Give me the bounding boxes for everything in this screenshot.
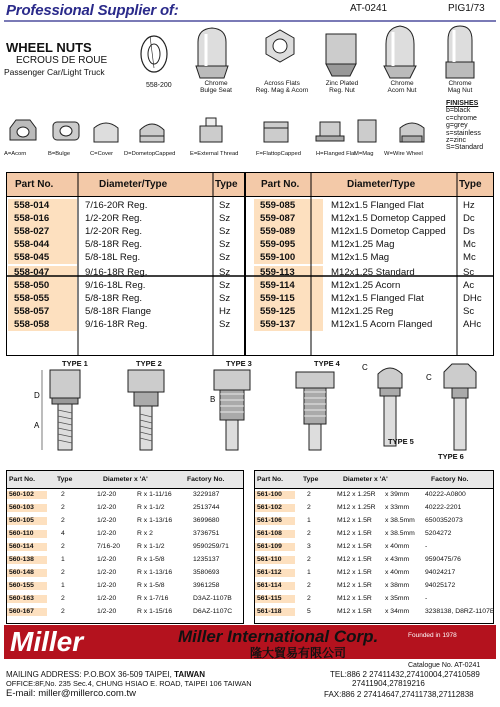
dim-letter-a: A xyxy=(34,421,40,430)
finishes-legend xyxy=(446,100,483,152)
factory-number: 6500352073 xyxy=(425,517,463,525)
header-diameter-type: Diameter/Type xyxy=(347,179,416,190)
header-diameter: Diameter x 'A' xyxy=(343,476,388,483)
diameter-cell: 1/2-20 xyxy=(97,582,117,590)
diameter-type: 5/8-18R Flange xyxy=(85,306,152,317)
type-cell: 5 xyxy=(307,608,311,616)
part-number: 560-167 xyxy=(7,608,47,616)
seat-label: A=Acorn xyxy=(4,151,27,157)
factory-number: 3238138, D8RZ-1107B xyxy=(425,608,495,616)
factory-number: D6AZ-1107C xyxy=(193,608,233,616)
length-cell: x 40mm xyxy=(385,543,410,551)
label-zinc-plated: Zinc Plated Reg. Nut xyxy=(325,80,359,94)
table-grid xyxy=(7,173,493,355)
length-cell: R x 1-13/16 xyxy=(137,517,173,525)
part-number: 558-050 xyxy=(8,279,77,292)
factory-number: 3736751 xyxy=(193,530,220,538)
table-row xyxy=(7,556,243,564)
header-type: Type xyxy=(303,476,319,483)
length-cell: R x 1-5/8 xyxy=(137,582,165,590)
seat-label: C=Cover xyxy=(90,151,114,157)
product-illustrations xyxy=(0,24,500,94)
acorn-seat-icon xyxy=(10,120,36,140)
part-number: 558-047 xyxy=(8,266,77,279)
table-row xyxy=(255,504,493,512)
part-number: 559-115 xyxy=(254,292,323,305)
type-cell: 2 xyxy=(61,569,65,577)
label-chrome-acorn: Chrome Acorn Nut xyxy=(387,80,417,94)
table-row xyxy=(255,491,493,499)
diameter-type: 9/16-18L Reg. xyxy=(85,280,146,291)
length-cell: R x 2 xyxy=(137,530,153,538)
diameter-cell: 1/2-20 xyxy=(97,556,117,564)
type1-bolt-drawing xyxy=(42,370,80,450)
header-factory-no: Factory No. xyxy=(187,476,225,483)
mailing-address-text: MAILING ADDRESS: P.O.BOX 36-509 TAIPEI, xyxy=(6,670,172,679)
type-code: Ac xyxy=(463,280,475,291)
table-row xyxy=(255,582,493,590)
label-558-200: 558-200 xyxy=(146,82,172,89)
part-number: 560-148 xyxy=(7,569,47,577)
part-number: 558-016 xyxy=(8,212,77,225)
type-cell: 2 xyxy=(61,517,65,525)
length-cell: x 43mm xyxy=(385,556,410,564)
table-row xyxy=(255,569,493,577)
dim-letter-d: D xyxy=(34,391,40,400)
diameter-cell: M12 x 1.5R xyxy=(337,543,372,551)
type-code: Sz xyxy=(219,200,231,211)
finish-item: z=zinc xyxy=(446,137,467,145)
zinc-plated-nut-image xyxy=(326,34,356,76)
table-header xyxy=(255,471,493,489)
type-2-label: TYPE 2 xyxy=(136,359,162,368)
part-number: 561-112 xyxy=(255,569,295,577)
length-cell: x 38.5mm xyxy=(385,517,415,525)
header-type: Type xyxy=(215,179,238,190)
page-header-title: Professional Supplier of: xyxy=(6,2,179,19)
part-number: 561-100 xyxy=(255,491,295,499)
diameter-type: M12x1.25 Reg xyxy=(331,306,394,317)
type-code: Sc xyxy=(463,306,475,317)
type-6-label: TYPE 6 xyxy=(438,452,464,461)
table-row xyxy=(7,595,243,603)
bolt-table-right xyxy=(254,470,494,624)
mailing-country: TAIWAN xyxy=(174,670,206,679)
part-number: 561-118 xyxy=(255,608,295,616)
length-cell: x 34mm xyxy=(385,608,410,616)
length-cell: x 38.5mm xyxy=(385,530,415,538)
fax: FAX:886 2 27414647,27411738,27112838 xyxy=(324,690,474,699)
diameter-cell: M12 x 1.25R xyxy=(337,504,376,512)
diameter-cell: M12 x 1.5R xyxy=(337,530,372,538)
header-part-no: Part No. xyxy=(15,179,54,190)
wheel-nut-table xyxy=(6,172,494,356)
part-number: 559-114 xyxy=(254,279,323,292)
diameter-type: M12x1.5 Acorn Flanged xyxy=(331,319,433,330)
header-rule xyxy=(0,20,500,23)
seat-label: H=Flanged Flat xyxy=(316,151,356,157)
type-cell: 2 xyxy=(61,595,65,603)
header-diameter-type: Diameter/Type xyxy=(99,179,168,190)
type-3-label: TYPE 3 xyxy=(226,359,252,368)
table-row xyxy=(7,569,243,577)
diameter-type: 5/8-18R Reg. xyxy=(85,239,143,250)
type-code: AHc xyxy=(463,319,482,330)
nut-558-200-image xyxy=(141,36,167,72)
factory-number: 3580693 xyxy=(193,569,220,577)
flanged-flat-icon xyxy=(316,122,344,141)
finishes-title: FINISHES xyxy=(446,100,479,107)
seat-label: M=Mag xyxy=(354,151,374,157)
part-number: 559-085 xyxy=(254,199,323,212)
type-code: Sz xyxy=(219,226,231,237)
factory-number: - xyxy=(425,543,428,551)
dim-letter-b: B xyxy=(210,395,216,404)
type-code: Mc xyxy=(463,252,476,263)
type-cell: 1 xyxy=(61,556,65,564)
table-row xyxy=(255,608,493,616)
miller-logo: Miller xyxy=(10,626,84,657)
type-code: Dc xyxy=(463,213,475,224)
part-number: 561-110 xyxy=(255,556,295,564)
part-number: 559-087 xyxy=(254,212,323,225)
bolt-type-diagram xyxy=(0,358,500,468)
diameter-type: 5/8-18L Reg. xyxy=(85,252,141,263)
type-cell: 2 xyxy=(307,595,311,603)
bulge-seat-icon xyxy=(53,122,79,140)
wire-wheel-icon xyxy=(400,123,424,142)
header-type: Type xyxy=(459,179,482,190)
external-thread-icon xyxy=(200,118,222,142)
factory-number: 1235137 xyxy=(193,556,220,564)
table-row xyxy=(255,530,493,538)
diameter-cell: 1/2-20 xyxy=(97,491,117,499)
email-link[interactable]: E-mail: miller@millerco.com.tw xyxy=(6,688,136,699)
diameter-type: 1/2-20R Reg. xyxy=(85,213,143,224)
type-cell: 2 xyxy=(61,504,65,512)
cover-icon xyxy=(94,123,118,142)
wheel-nuts-title: WHEEL NUTS xyxy=(6,40,92,55)
table-row xyxy=(7,543,243,551)
factory-number: 3699680 xyxy=(193,517,220,525)
type-cell: 2 xyxy=(61,543,65,551)
table-row xyxy=(255,556,493,564)
type-code: Sz xyxy=(219,267,231,278)
seat-label: E=External Thread xyxy=(190,151,239,157)
diameter-cell: M12 x 1.5R xyxy=(337,517,372,525)
telephone-2: 27411904,27819216 xyxy=(352,679,425,688)
diameter-cell: 1/2-20 xyxy=(97,504,117,512)
type-code: Mc xyxy=(463,239,476,250)
type6-bolt-drawing xyxy=(444,364,476,450)
type-code: Hz xyxy=(219,306,231,317)
diameter-type: M12x1.5 Mag xyxy=(331,252,390,263)
factory-number: 40222-2201 xyxy=(425,504,462,512)
table-row xyxy=(7,504,243,512)
diameter-type: 7/16-20R Reg. xyxy=(85,200,148,211)
part-number: 561-102 xyxy=(255,504,295,512)
diameter-cell: M12 x 1.5R xyxy=(337,569,372,577)
part-number: 559-100 xyxy=(254,251,323,264)
part-number: 561-108 xyxy=(255,530,295,538)
factory-number: D3AZ-1107B xyxy=(193,595,232,603)
type-code: Sz xyxy=(219,239,231,250)
diameter-type: M12x1.5 Dometop Capped xyxy=(331,226,446,237)
type3-bolt-drawing xyxy=(214,370,250,450)
type-code: Sz xyxy=(219,252,231,263)
length-cell: x 40mm xyxy=(385,569,410,577)
catalogue-number: Catalogue No. AT-0241 xyxy=(408,662,481,669)
length-cell: R x 1-5/8 xyxy=(137,556,165,564)
finish-item: s=stainless xyxy=(446,129,481,137)
type-cell: 3 xyxy=(307,543,311,551)
chrome-acorn-nut-image xyxy=(384,26,416,78)
table-row xyxy=(255,543,493,551)
type4-bolt-drawing xyxy=(296,372,334,450)
label-across-flats: Across Flats Reg. Mag & Acorn xyxy=(255,80,309,94)
diameter-cell: 7/16-20 xyxy=(97,543,121,551)
factory-number: 3961258 xyxy=(193,582,220,590)
type-code: Sz xyxy=(219,213,231,224)
company-name: Miller International Corp. xyxy=(178,627,379,646)
factory-number: 2513744 xyxy=(193,504,220,512)
part-number: 561-115 xyxy=(255,595,295,603)
length-cell: R x 1-15/16 xyxy=(137,608,173,616)
wheel-nuts-subtitle: Passenger Car/Light Truck xyxy=(4,67,105,77)
factory-number: 40222-A0800 xyxy=(425,491,466,499)
header-part-no: Part No. xyxy=(261,179,300,190)
diameter-cell: 1/2-20 xyxy=(97,608,117,616)
finish-item: g=grey xyxy=(446,122,468,130)
type-1-label: TYPE 1 xyxy=(62,359,88,368)
header-type: Type xyxy=(57,476,73,483)
type-code: Sz xyxy=(219,293,231,304)
type-cell: 2 xyxy=(307,530,311,538)
seat-type-icons xyxy=(0,114,440,150)
part-number: 560-114 xyxy=(7,543,47,551)
type-cell: 4 xyxy=(61,530,65,538)
diameter-type: M12x1.5 Flanged Flat xyxy=(331,200,424,211)
length-cell: x 33mm xyxy=(385,504,410,512)
table-row xyxy=(7,517,243,525)
diameter-type: M12x1.5 Dometop Capped xyxy=(331,213,446,224)
company-name-chinese: 隆大貿易有限公司 xyxy=(250,646,347,660)
finish-item: c=chrome xyxy=(446,114,477,122)
part-number: 559-095 xyxy=(254,238,323,251)
diameter-type: M12x1.25 Standard xyxy=(331,267,415,278)
part-number: 560-155 xyxy=(7,582,47,590)
bolt-table-left xyxy=(6,470,244,624)
finish-item: b=black xyxy=(446,107,471,115)
type-code: DHc xyxy=(463,293,482,304)
chrome-bulge-seat-image xyxy=(196,28,228,78)
factory-number: 9590475/76 xyxy=(425,556,461,564)
founded-text: Founded in 1978 xyxy=(408,632,457,639)
type2-bolt-drawing xyxy=(128,370,164,450)
mailing-address xyxy=(6,670,205,679)
finish-item: S=Standard xyxy=(446,144,484,152)
type-code: Sc xyxy=(463,267,475,278)
part-number: 558-044 xyxy=(8,238,77,251)
length-cell: R x 1-1/2 xyxy=(137,504,165,512)
diameter-cell: 1/2-20 xyxy=(97,517,117,525)
diameter-cell: 1/2-20 xyxy=(97,530,117,538)
diameter-type: M12x1.25 Mag xyxy=(331,239,395,250)
part-number: 558-014 xyxy=(8,199,77,212)
part-number: 559-089 xyxy=(254,225,323,238)
length-cell: R x 1-11/16 xyxy=(137,491,172,499)
type-cell: 2 xyxy=(307,491,311,499)
part-number: 560-103 xyxy=(7,504,47,512)
header-page-number: PIG1/73 xyxy=(448,3,485,14)
across-flats-image xyxy=(266,30,294,62)
header-part-no: Part No. xyxy=(257,476,284,483)
seat-label: D=DometopCapped xyxy=(124,151,176,157)
type-4-label: TYPE 4 xyxy=(314,359,340,368)
header-factory-no: Factory No. xyxy=(431,476,469,483)
diameter-type: 9/16-18R Reg. xyxy=(85,319,148,330)
diameter-cell: M12 x 1.5R xyxy=(337,595,372,603)
diameter-cell: M12 x 1.5R xyxy=(337,582,372,590)
factory-number: 9590259/71 xyxy=(193,543,229,551)
type5-bolt-drawing xyxy=(378,368,402,446)
office-address: OFFICE:8F,No. 235 Sec.4, CHUNG HSIAO E. ROAD, TAIPEI 106 TAIWAN xyxy=(6,679,252,688)
wheel-nuts-french: ECROUS DE ROUE xyxy=(16,55,108,66)
type-cell: 2 xyxy=(307,504,311,512)
type-5-label: TYPE 5 xyxy=(388,437,414,446)
dim-letter-c: C xyxy=(426,373,432,382)
diameter-cell: 1/2-20 xyxy=(97,569,117,577)
part-number: 560-102 xyxy=(7,491,47,499)
part-number: 560-110 xyxy=(7,530,47,538)
diameter-cell: 1/2-20 xyxy=(97,595,117,603)
part-number: 560-138 xyxy=(7,556,47,564)
length-cell: x 39mm xyxy=(385,491,410,499)
factory-number: - xyxy=(425,595,428,603)
type-code: Sz xyxy=(219,319,231,330)
diameter-cell: M12 x 1.25R xyxy=(337,491,376,499)
length-cell: R x 1-7/16 xyxy=(137,595,169,603)
diameter-type: 5/8-18R Reg. xyxy=(85,293,143,304)
label-chrome-mag: Chrome Mag Nut xyxy=(447,80,473,94)
diameter-type: M12x1.25 Acorn xyxy=(331,280,401,291)
diameter-cell: M12 x 1.5R xyxy=(337,556,372,564)
table-row xyxy=(7,582,243,590)
length-cell: x 35mm xyxy=(385,595,410,603)
part-number: 558-058 xyxy=(8,318,77,331)
factory-number: 94025172 xyxy=(425,582,456,590)
type-cell: 2 xyxy=(61,608,65,616)
seat-label: B=Bulge xyxy=(48,151,71,157)
table-row xyxy=(7,530,243,538)
telephone: TEL:886 2 27411432,27410004,27410589 xyxy=(330,670,480,679)
header-catalog-code: AT-0241 xyxy=(350,3,388,14)
mag-icon xyxy=(358,120,376,142)
part-number: 561-114 xyxy=(255,582,295,590)
seat-label: F=FlattopCapped xyxy=(256,151,301,157)
part-number: 560-163 xyxy=(7,595,47,603)
part-number: 558-027 xyxy=(8,225,77,238)
label-chrome-bulge: Chrome Bulge Seat xyxy=(200,80,232,94)
type-cell: 1 xyxy=(307,569,311,577)
part-number: 558-045 xyxy=(8,251,77,264)
type-cell: 1 xyxy=(307,517,311,525)
header-part-no: Part No. xyxy=(9,476,36,483)
factory-number: 3229187 xyxy=(193,491,220,499)
length-cell: R x 1-13/16 xyxy=(137,569,173,577)
part-number: 560-105 xyxy=(7,517,47,525)
factory-number: 5204272 xyxy=(425,530,452,538)
part-number: 558-055 xyxy=(8,292,77,305)
length-cell: R x 1-1/2 xyxy=(137,543,165,551)
type-cell: 1 xyxy=(61,582,65,590)
table-row xyxy=(255,595,493,603)
chrome-mag-nut-image xyxy=(446,26,474,78)
diameter-type: M12x1.5 Flanged Flat xyxy=(331,293,424,304)
header-diameter: Diameter x 'A' xyxy=(103,476,148,483)
part-number: 559-137 xyxy=(254,318,323,331)
length-cell: x 38mm xyxy=(385,582,410,590)
factory-number: 94024217 xyxy=(425,569,456,577)
diameter-type: 9/16-18R Reg. xyxy=(85,267,148,278)
seat-label: W=Wire Wheel xyxy=(384,151,423,157)
type-code: Ds xyxy=(463,226,475,237)
table-row xyxy=(7,608,243,616)
dim-letter-c: C xyxy=(362,363,368,372)
dometop-capped-icon xyxy=(140,124,164,142)
part-number: 559-125 xyxy=(254,305,323,318)
type-cell: 2 xyxy=(61,491,65,499)
part-number: 559-113 xyxy=(254,266,323,279)
type-cell: 2 xyxy=(307,556,311,564)
table-row xyxy=(7,491,243,499)
part-number: 558-057 xyxy=(8,305,77,318)
type-cell: 2 xyxy=(307,582,311,590)
table-row xyxy=(255,517,493,525)
diameter-cell: M12 x 1.5R xyxy=(337,608,372,616)
type-code: Hz xyxy=(463,200,475,211)
part-number: 561-106 xyxy=(255,517,295,525)
flattop-capped-icon xyxy=(264,122,288,142)
table-header xyxy=(7,471,243,489)
part-number: 561-109 xyxy=(255,543,295,551)
type-code: Sz xyxy=(219,280,231,291)
diameter-type: 1/2-20R Reg. xyxy=(85,226,143,237)
